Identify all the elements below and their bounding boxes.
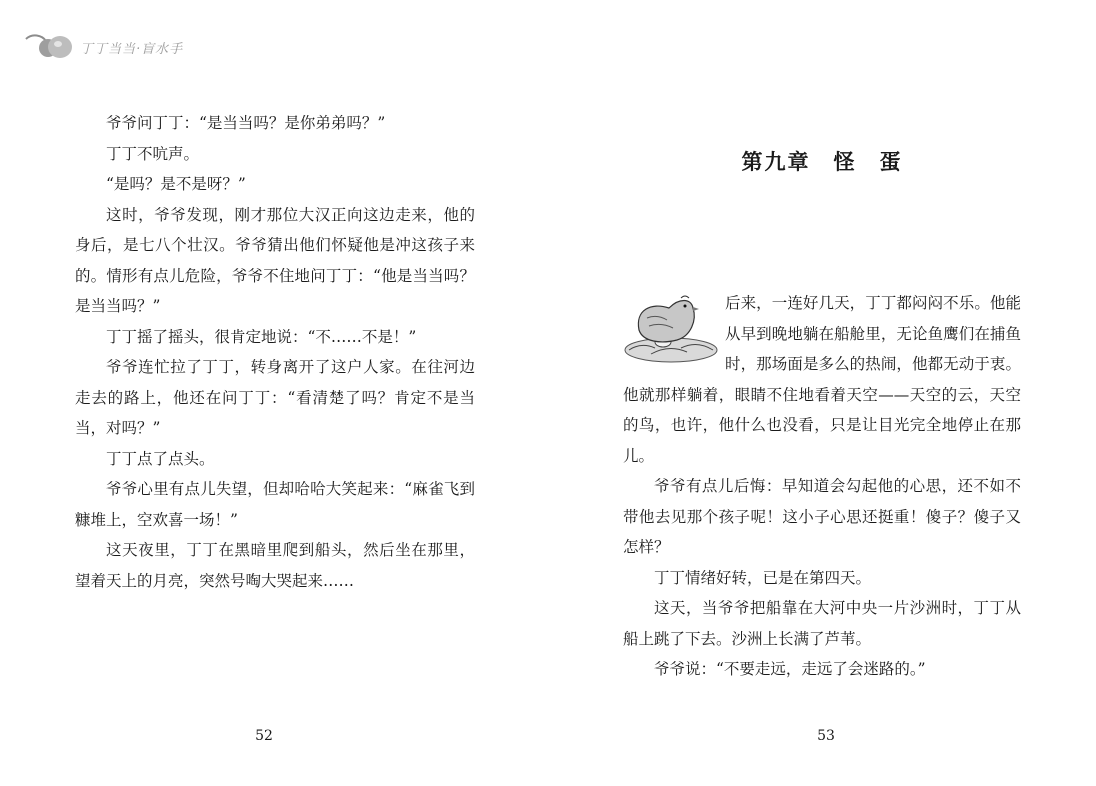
left-body-text <box>75 108 475 596</box>
paragraph: 爷爷心里有点儿失望，但却哈哈大笑起来：“麻雀飞到糠堆上，空欢喜一场！” <box>75 480 475 529</box>
paragraph: 爷爷连忙拉了丁丁，转身离开了这户人家。在往河边走去的路上，他还在问丁丁：“看清楚了吗？肯定不是当当，对吗？” <box>75 358 475 437</box>
paragraph: 这天，当爷爷把船靠在大河中央一片沙洲时，丁丁从船上跳了下去。沙洲上长满了芦苇。 <box>623 599 1021 648</box>
right-body-text <box>623 288 1021 685</box>
paragraph: 爷爷有点儿后悔：早知道会勾起他的心思，还不如不带他去见那个孩子呢！这小子心思还挺重！傻子？傻子又怎样？ <box>623 477 1021 556</box>
paragraph: 这天夜里，丁丁在黑暗里爬到船头，然后坐在那里，望着天上的月亮，突然号啕大哭起来…… <box>75 541 475 590</box>
paragraph: 丁丁情绪好转，已是在第四天。 <box>654 568 872 587</box>
paragraph: 这时，爷爷发现，刚才那位大汉正向这边走来，他的身后，是七八个壮汉。爷爷猜出他们怀疑他是冲这孩子来的。情形有点儿危险，爷爷不住地问丁丁：“他是当当吗？是当当吗？” <box>75 205 475 315</box>
paragraph: 后来，一连好几天，丁丁都闷闷不乐。他能从早到晚地躺在船舱里，无论鱼鹰们在捕鱼时，那场面是多么的热闹，他都无动于衷。他就那样躺着，眼睛不住地看着天空——天空的云，天空的鸟，也许，他什么也没看，只是让目光完全地停止在那儿。 <box>623 294 1021 465</box>
chapter-title: 第九章 怪 蛋 <box>741 149 903 174</box>
paragraph: 爷爷说：“不要走远，走远了会迷路的。” <box>654 660 926 678</box>
gourd-icon <box>24 31 76 63</box>
paragraph: 丁丁点了点头。 <box>106 449 215 468</box>
running-header <box>24 30 183 64</box>
paragraph: “是吗？是不是呀？” <box>106 175 246 193</box>
header-title: 丁丁当当·盲水手 <box>80 41 184 57</box>
page-number: 52 <box>255 728 273 744</box>
paragraph: 丁丁不吭声。 <box>106 144 200 163</box>
right-page <box>548 0 1096 786</box>
hen-on-nest-icon <box>621 290 719 366</box>
page-number: 53 <box>817 728 835 744</box>
paragraph: 丁丁摇了摇头，很肯定地说：“不……不是！” <box>106 327 417 346</box>
paragraph: 爷爷问丁丁：“是当当吗？是你弟弟吗？” <box>106 114 386 132</box>
